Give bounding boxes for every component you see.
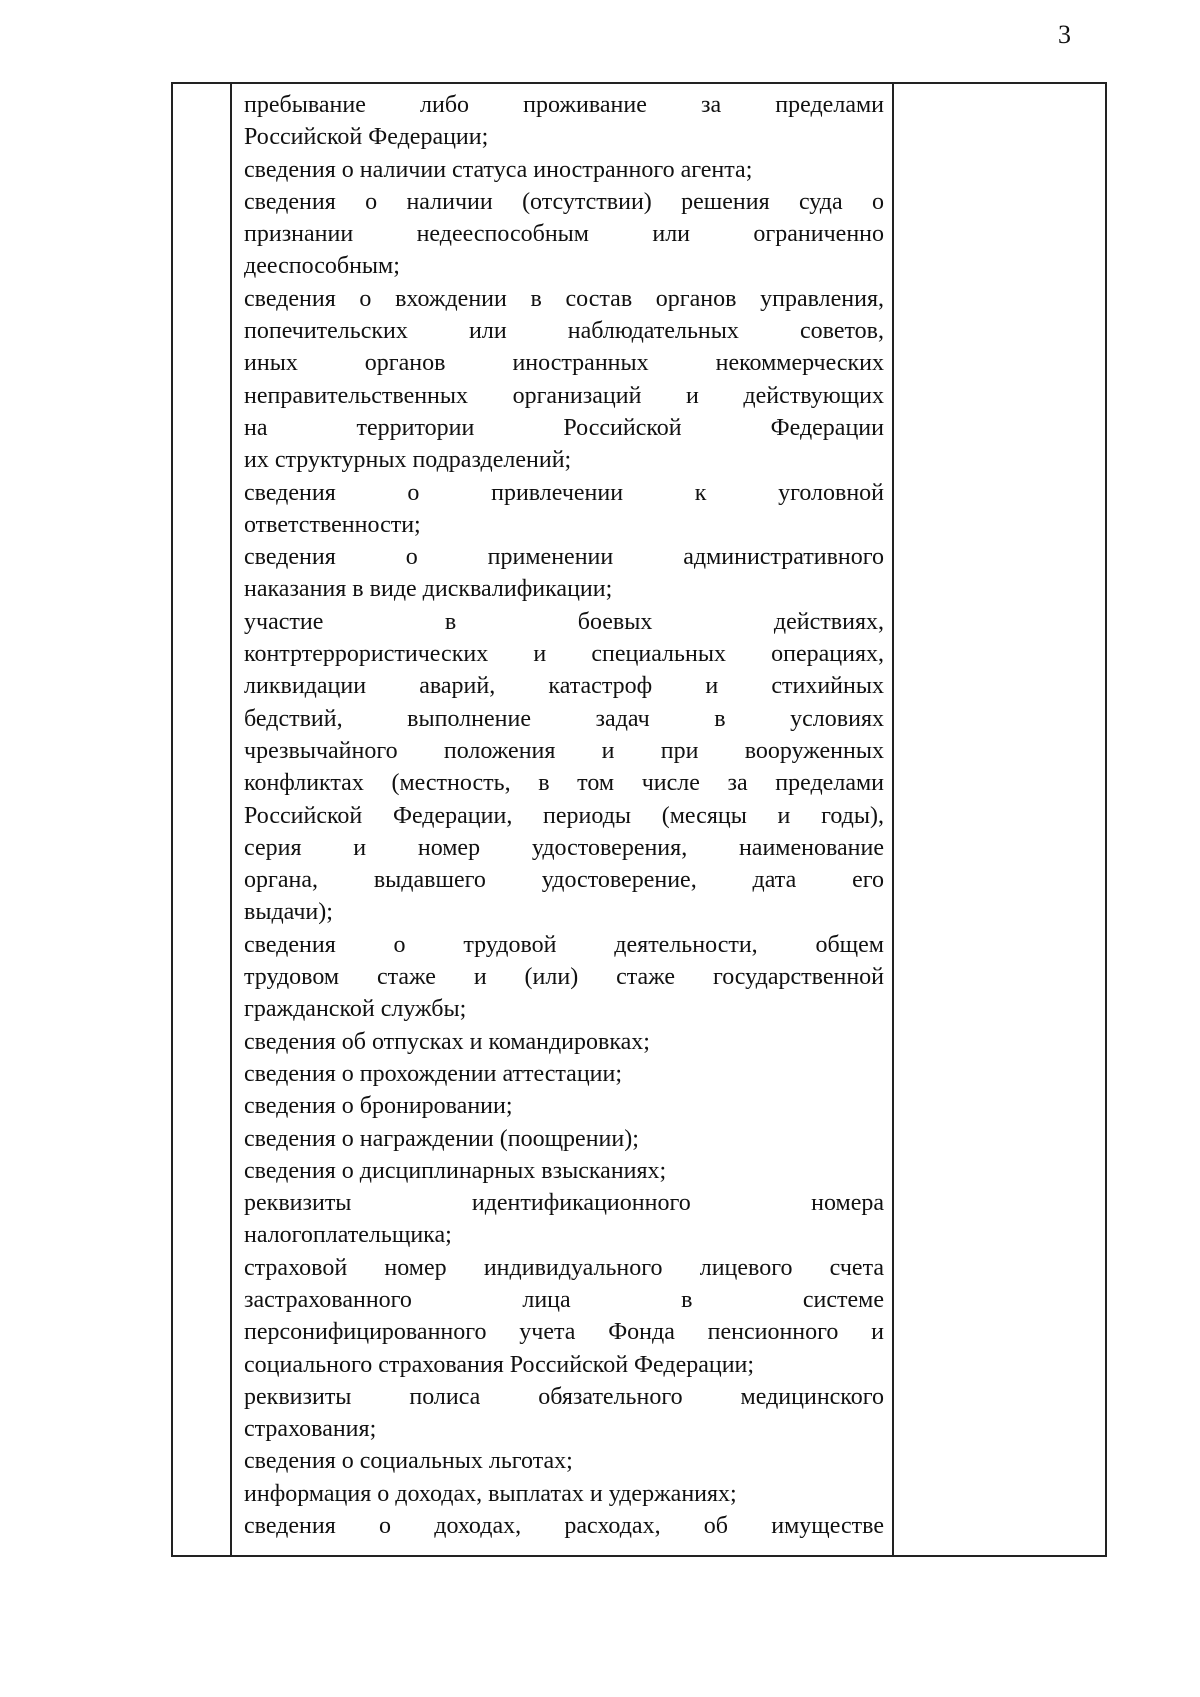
text-line: иных органов иностранных некоммерческих bbox=[244, 350, 884, 377]
text-line: информация о доходах, выплатах и удержаниях; bbox=[244, 1480, 737, 1507]
text-line: органа, выдавшего удостоверение, дата его bbox=[244, 867, 884, 894]
text-line: дееспособным; bbox=[244, 253, 400, 280]
text-line: сведения о вхождении в состав органов управления, bbox=[244, 285, 884, 312]
text-line: реквизиты идентификационного номера bbox=[244, 1190, 884, 1217]
text-line: Российской Федерации, периоды (месяцы и годы), bbox=[244, 802, 884, 829]
text-line: участие в боевых действиях, bbox=[244, 608, 884, 635]
text-line: конфликтах (местность, в том числе за пределами bbox=[244, 770, 884, 797]
table-column-divider-right bbox=[892, 84, 894, 1555]
text-line: сведения о прохождении аттестации; bbox=[244, 1060, 623, 1087]
text-line: сведения о трудовой деятельности, общем bbox=[244, 931, 884, 958]
text-line: выдачи); bbox=[244, 899, 333, 926]
text-line: персонифицированного учета Фонда пенсионного и bbox=[244, 1319, 884, 1346]
text-line: контртеррористических и специальных операциях, bbox=[244, 641, 884, 668]
text-line: сведения о наличии статуса иностранного агента; bbox=[244, 156, 753, 183]
text-line: серия и номер удостоверения, наименование bbox=[244, 834, 884, 861]
text-line: бедствий, выполнение задач в условиях bbox=[244, 705, 884, 732]
text-line: гражданской службы; bbox=[244, 996, 467, 1023]
text-line: признании недееспособным или ограниченно bbox=[244, 221, 884, 248]
text-line: наказания в виде дисквалификации; bbox=[244, 576, 613, 603]
text-line: сведения о применении административного bbox=[244, 544, 884, 571]
text-line: чрезвычайного положения и при вооруженных bbox=[244, 737, 884, 764]
text-line: ликвидации аварий, катастроф и стихийных bbox=[244, 673, 884, 700]
text-line: на территории Российской Федерации bbox=[244, 414, 884, 441]
text-line: сведения о дисциплинарных взысканиях; bbox=[244, 1157, 667, 1184]
text-line: ответственности; bbox=[244, 511, 421, 538]
text-line: трудовом стаже и (или) стаже государственной bbox=[244, 964, 884, 991]
text-line: сведения о привлечении к уголовной bbox=[244, 479, 884, 506]
table-text-cell bbox=[244, 89, 884, 1542]
page-number: 3 bbox=[1058, 20, 1071, 49]
text-line: страхования; bbox=[244, 1416, 377, 1443]
text-line: страховой номер индивидуального лицевого счета bbox=[244, 1254, 884, 1281]
document-table bbox=[171, 82, 1107, 1557]
text-line: налогоплательщика; bbox=[244, 1222, 452, 1249]
text-line: сведения о награждении (поощрении); bbox=[244, 1125, 639, 1152]
text-line: Российской Федерации; bbox=[244, 124, 489, 151]
text-line: сведения о наличии (отсутствии) решения суда о bbox=[244, 188, 884, 215]
text-line: сведения об отпусках и командировках; bbox=[244, 1028, 650, 1055]
text-line: их структурных подразделений; bbox=[244, 447, 572, 474]
text-line: застрахованного лица в системе bbox=[244, 1286, 884, 1313]
text-line: реквизиты полиса обязательного медицинского bbox=[244, 1383, 884, 1410]
text-line: социального страхования Российской Федерации; bbox=[244, 1351, 755, 1378]
text-line: сведения о доходах, расходах, об имуществе bbox=[244, 1513, 884, 1540]
table-column-divider-left bbox=[230, 84, 232, 1555]
text-line: пребывание либо проживание за пределами bbox=[244, 92, 884, 118]
text-line: попечительских или наблюдательных советов, bbox=[244, 318, 884, 345]
text-line: неправительственных организаций и действующих bbox=[244, 382, 884, 409]
text-line: сведения о бронировании; bbox=[244, 1093, 513, 1120]
text-line: сведения о социальных льготах; bbox=[244, 1448, 573, 1475]
